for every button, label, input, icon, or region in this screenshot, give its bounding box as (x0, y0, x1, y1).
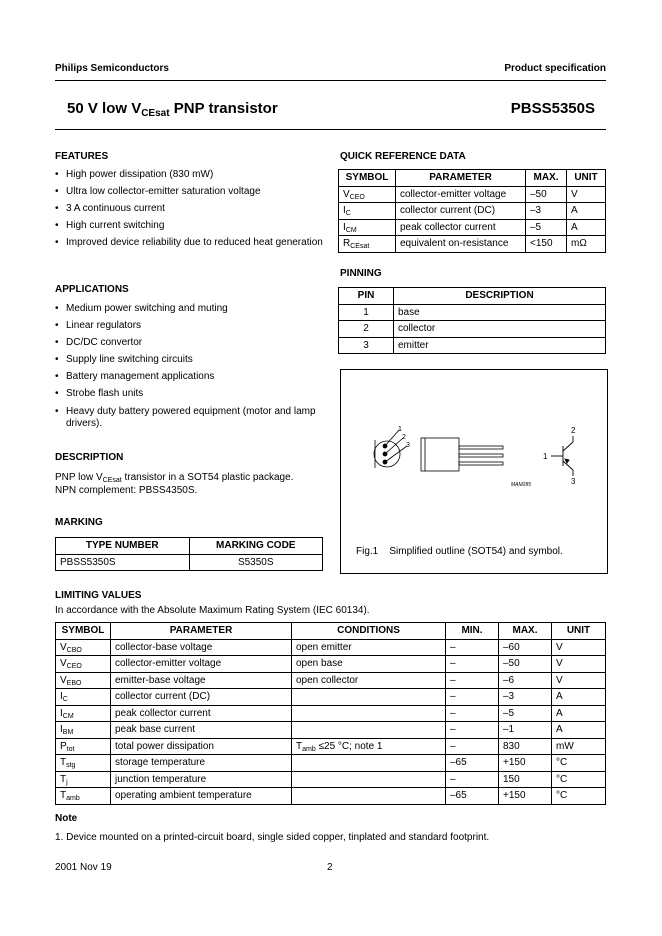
table-row: $T_{amb}$ operating ambient temperature –65 +150 °C (56, 788, 606, 805)
list-item: • Ultra low collector-emitter saturation voltage (55, 186, 325, 198)
table-row: $V_{CEO}$ collector-emitter voltage open base – –50 V (56, 656, 606, 673)
table-row: $V_{EBO}$ emitter-base voltage open collector – –6 V (56, 672, 606, 689)
pnp-transistor-symbol-icon (551, 436, 573, 476)
quick-reference-heading: QUICK REFERENCE DATA (340, 151, 466, 162)
column-header: MIN. (446, 623, 499, 640)
column-header: MARKING CODE (189, 538, 323, 555)
column-header: SYMBOL (56, 623, 111, 640)
column-header: DESCRIPTION (394, 288, 606, 305)
column-header: PARAMETER (396, 170, 526, 187)
pin-label: 1 (398, 426, 402, 433)
pin-label: 2 (402, 434, 406, 441)
page-number: 2 (327, 862, 333, 873)
header-company: Philips Semiconductors (55, 63, 169, 74)
list-item: • DC/DC convertor (55, 337, 325, 349)
part-number: PBSS5350S (510, 100, 595, 117)
column-header: MAX. (499, 623, 552, 640)
package-side-view-icon (421, 438, 503, 471)
table-row: $R_{CEsat}$ equivalent on-resistance <150 mΩ (339, 236, 606, 253)
limiting-values-intro: In accordance with the Absolute Maximum Rating System (IEC 60134). (55, 605, 370, 616)
column-header: PARAMETER (111, 623, 292, 640)
pinning-heading: PINNING (340, 268, 382, 279)
description-heading: DESCRIPTION (55, 452, 124, 463)
column-header: PIN (339, 288, 394, 305)
table-row: 3 emitter (339, 337, 606, 354)
header-doc-type: Product specification (504, 63, 606, 74)
table-row: $V_{CEO}$ collector-emitter voltage –50 V (339, 186, 606, 203)
figure-box (340, 369, 608, 574)
sot54-outline-and-symbol (341, 370, 607, 573)
table-row: $I_C$ collector current (DC) – –3 A (56, 689, 606, 706)
column-header: SYMBOL (339, 170, 396, 187)
table-row: $T_j$ junction temperature – 150 °C (56, 771, 606, 788)
table-row: $T_{stg}$ storage temperature –65 +150 °C (56, 755, 606, 772)
marking-table (55, 537, 323, 571)
list-item: • High power dissipation (830 mW) (55, 169, 325, 181)
pin-label: 3 (571, 477, 576, 486)
page-title: 50 V low $V_{CEsat}$ PNP transistor (67, 100, 278, 119)
pin-label: 3 (406, 442, 410, 449)
features-list (55, 169, 325, 254)
features-heading: FEATURES (55, 151, 109, 162)
footer-date: 2001 Nov 19 (55, 862, 112, 873)
list-item: • Supply line switching circuits (55, 354, 325, 366)
table-row: PBSS5350S S5350S (56, 554, 323, 571)
list-item: • Medium power switching and muting (55, 303, 325, 315)
figure-caption: Fig.1 Simplified outline (SOT54) and symbol. (356, 546, 563, 557)
column-header: UNIT (552, 623, 606, 640)
figure-code: MAM285 (511, 482, 532, 488)
pin-label: 2 (571, 426, 576, 435)
table-row: $P_{tot}$ total power dissipation $T_{amb} \le 25$ °C; note 1 – 830 mW (56, 738, 606, 755)
header-rule (55, 80, 606, 81)
limiting-values-table (55, 622, 606, 805)
list-item: • 3 A continuous current (55, 203, 325, 215)
table-row: $V_{CBO}$ collector-base voltage open emitter – –60 V (56, 639, 606, 656)
column-header: TYPE NUMBER (56, 538, 190, 555)
note-text: 1. Device mounted on a printed-circuit board, single sided copper, tinplated and standard footprint. (55, 832, 490, 843)
table-row: 1 base (339, 304, 606, 321)
table-row: $I_{BM}$ peak base current – –1 A (56, 722, 606, 739)
table-row: $I_{CM}$ peak collector current – –5 A (56, 705, 606, 722)
quick-reference-table (338, 169, 606, 253)
marking-heading: MARKING (55, 517, 103, 528)
note-heading: Note (55, 813, 78, 824)
list-item: • Improved device reliability due to reduced heat generation (55, 237, 325, 249)
table-row: 2 collector (339, 321, 606, 338)
title-rule (55, 129, 606, 130)
applications-heading: APPLICATIONS (55, 284, 129, 295)
list-item: • Battery management applications (55, 371, 325, 383)
list-item: • High current switching (55, 220, 325, 232)
applications-list (55, 303, 325, 435)
column-header: UNIT (567, 170, 606, 187)
column-header: MAX. (526, 170, 567, 187)
table-row: $I_{CM}$ peak collector current –5 A (339, 219, 606, 236)
list-item: • Strobe flash units (55, 388, 325, 400)
description-text: PNP low $V_{CEsat}$ transistor in a SOT54 plastic package. NPN complement: PBSS4350S. (55, 472, 294, 496)
limiting-values-heading: LIMITING VALUES (55, 590, 142, 601)
pin-label: 1 (543, 452, 548, 461)
list-item: • Heavy duty battery powered equipment (motor and lamp drivers). (55, 406, 325, 431)
column-header: CONDITIONS (292, 623, 446, 640)
list-item: • Linear regulators (55, 320, 325, 332)
pinning-table (338, 287, 606, 354)
table-row: $I_C$ collector current (DC) –3 A (339, 203, 606, 220)
